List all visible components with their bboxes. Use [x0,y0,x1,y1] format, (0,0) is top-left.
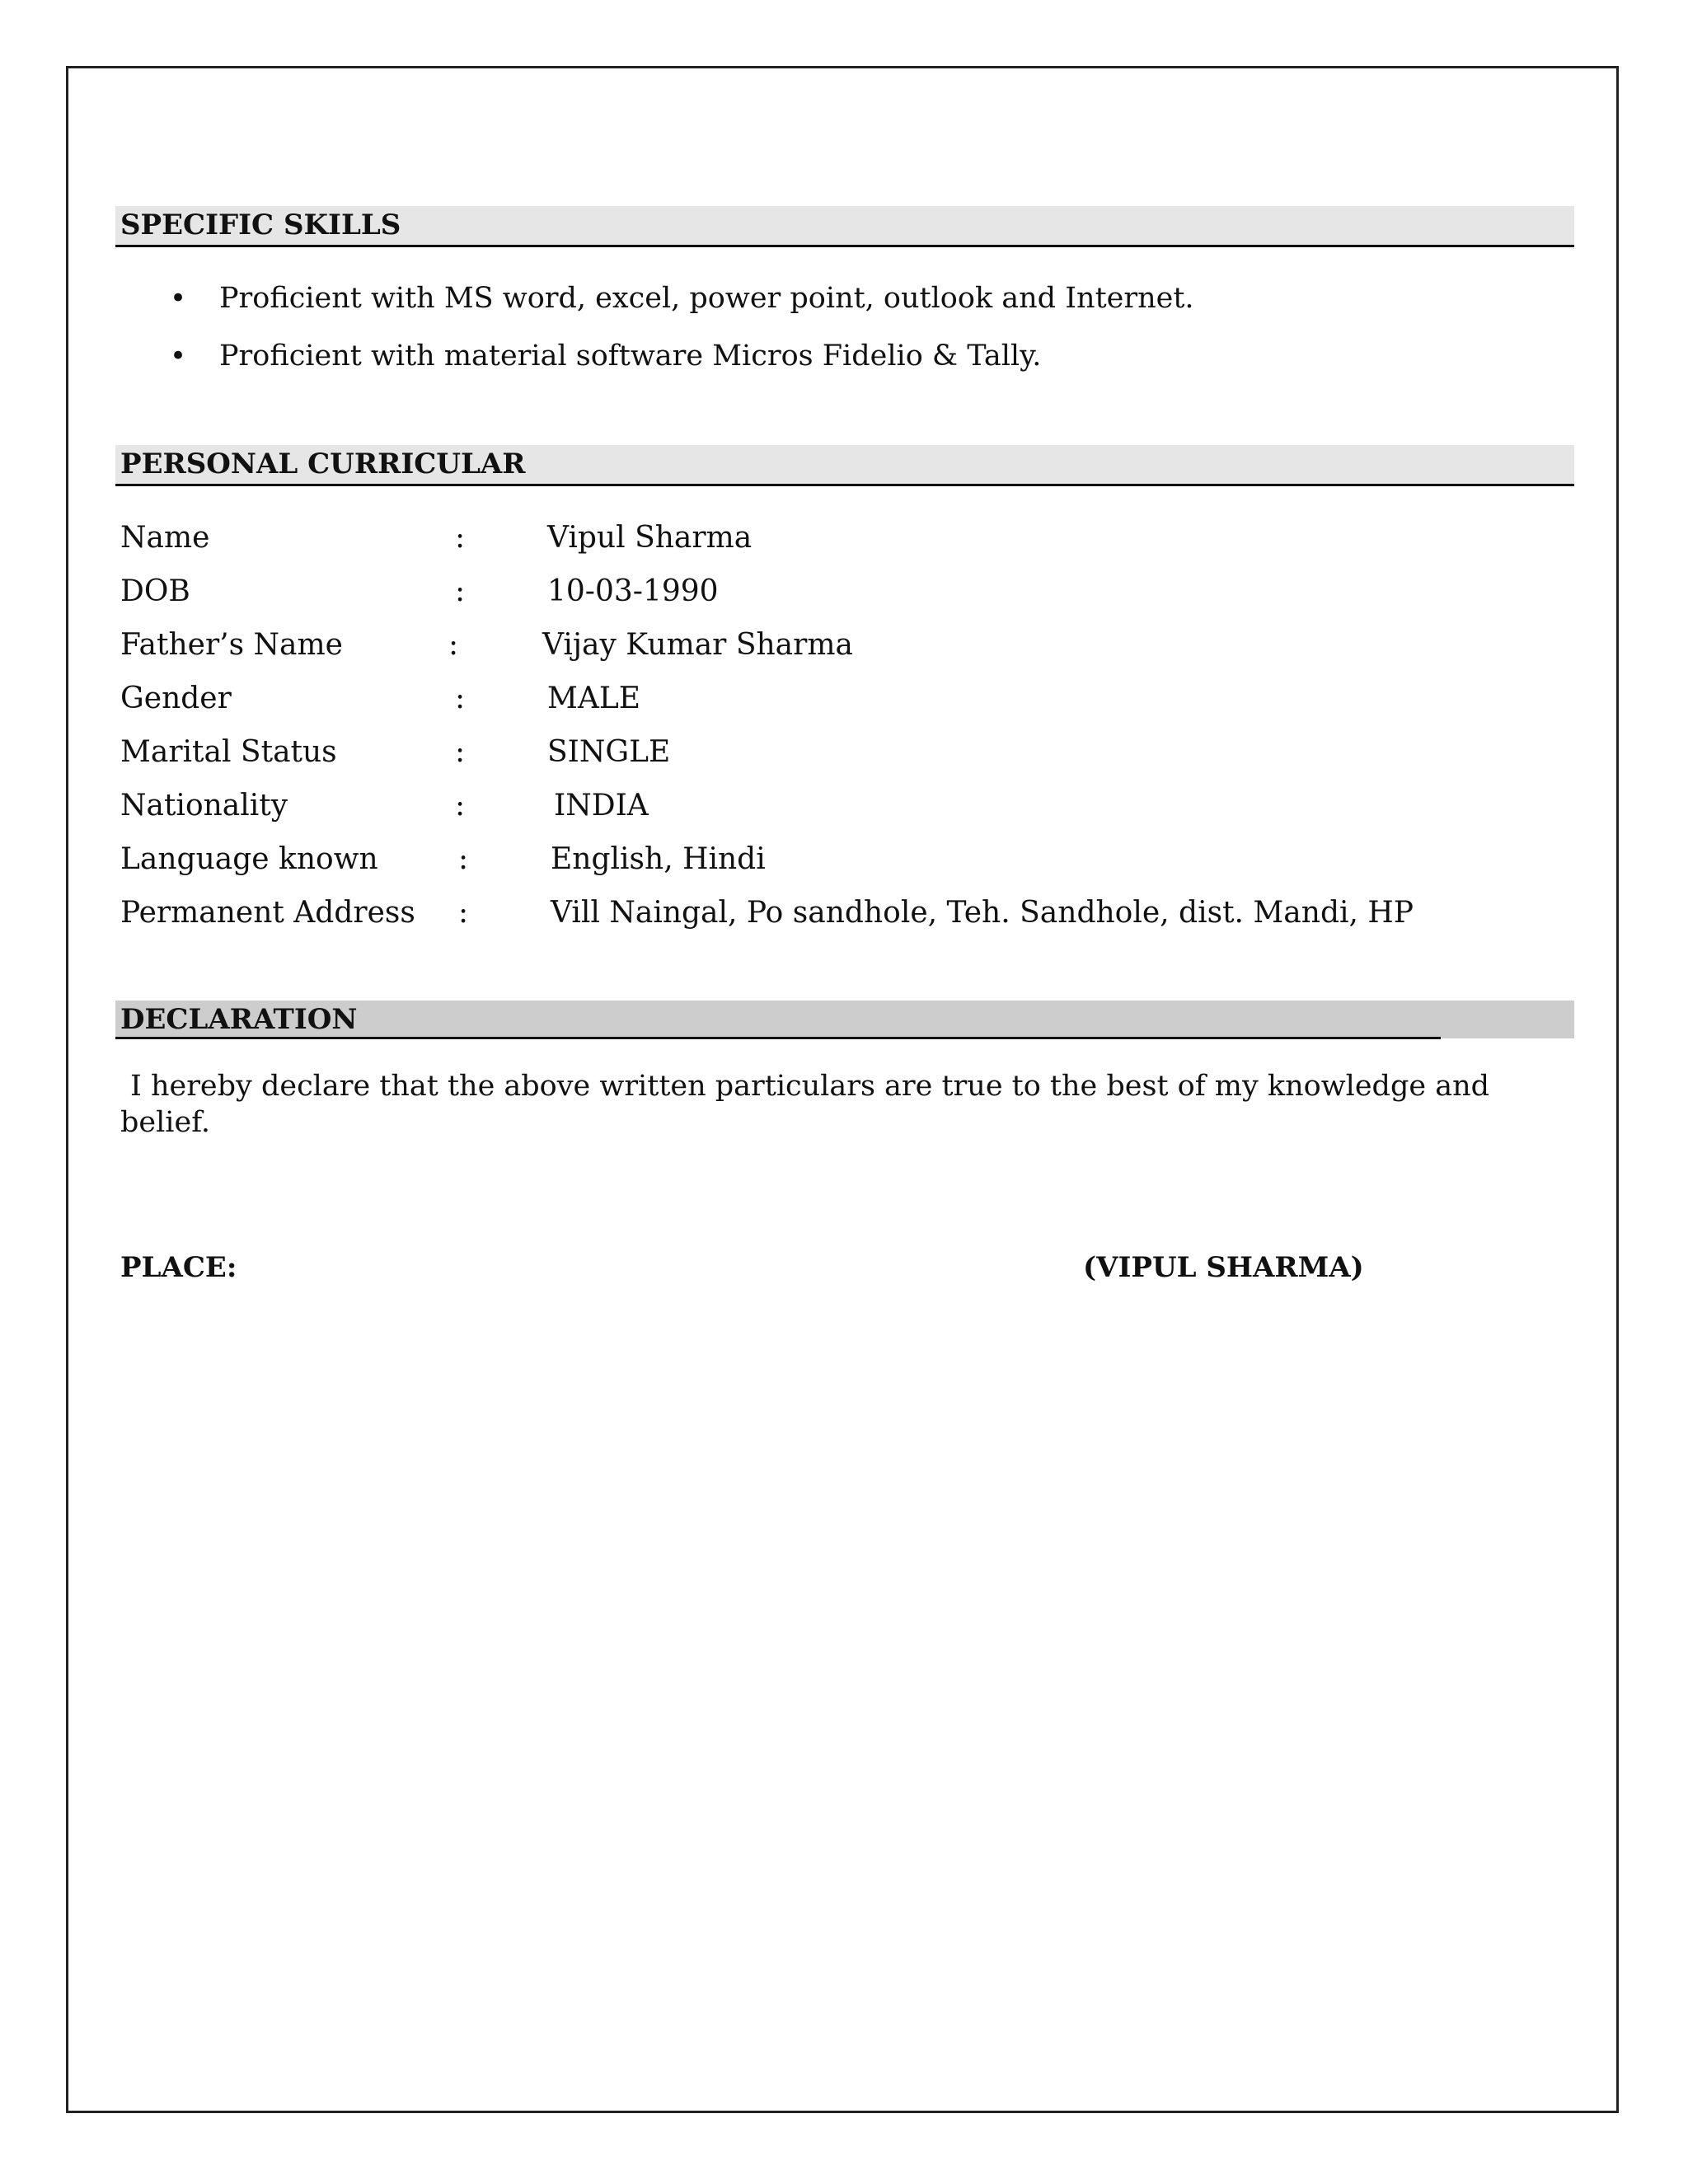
detail-value: Vill Naingal, Po sandhole, Teh. Sandhole, dist. Mandi, HP [551,896,1414,930]
detail-label: Marital Status [120,735,337,769]
section-header-declaration: DECLARATION [115,1001,1574,1038]
detail-value: MALE [547,682,641,715]
detail-separator: : [455,574,466,608]
list-item [165,277,1194,335]
detail-label: Language known [120,842,378,876]
detail-separator: : [448,628,459,662]
detail-row-name [115,511,1574,565]
detail-value: INDIA [554,789,649,823]
detail-label: Nationality [120,789,288,823]
detail-value: English, Hindi [551,842,766,876]
detail-separator: : [458,842,469,876]
skills-list [165,277,1194,392]
detail-label: Father’s Name [120,628,343,662]
detail-separator: : [455,521,466,555]
detail-row-fathers-name [115,618,1574,672]
personal-details-table [115,511,1574,940]
detail-value: Vipul Sharma [547,521,753,555]
detail-value: 10-03-1990 [547,574,719,608]
place-label: PLACE: [120,1251,237,1284]
detail-row-dob [115,565,1574,618]
detail-separator: : [455,682,466,715]
detail-row-marital-status [115,725,1574,779]
detail-separator: : [455,735,466,769]
declaration-text: I hereby declare that the above written particulars are true to the best of my knowledge and belief. [120,1070,1490,1139]
section-header-skills: SPECIFIC SKILLS [115,206,1574,247]
detail-value: Vijay Kumar Sharma [542,628,853,662]
detail-row-gender [115,672,1574,725]
bullet-icon: • [170,340,187,373]
detail-label: Permanent Address [120,896,415,930]
detail-row-nationality [115,779,1574,832]
detail-row-language-known [115,832,1574,886]
detail-label: Gender [120,682,232,715]
detail-separator: : [458,896,469,930]
skill-text: Proficient with MS word, excel, power point, outlook and Internet. [219,282,1194,315]
detail-row-permanent-address [115,886,1574,940]
detail-value: SINGLE [547,735,671,769]
signature-name: (VIPUL SHARMA) [1083,1251,1364,1284]
declaration-underline [115,1037,1441,1039]
section-header-personal: PERSONAL CURRICULAR [115,445,1574,486]
list-item [165,335,1194,392]
bullet-icon: • [170,282,187,315]
detail-label: DOB [120,574,190,608]
detail-label: Name [120,521,210,555]
skill-text: Proficient with material software Micros Fidelio & Tally. [219,340,1042,373]
detail-separator: : [455,789,466,823]
